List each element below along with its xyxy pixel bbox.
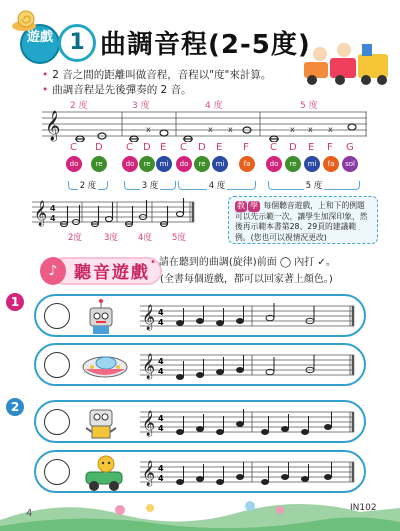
example-label-4: 4度 bbox=[138, 233, 152, 243]
letter: C bbox=[180, 142, 187, 153]
page-title: 曲調音程(2-5度) bbox=[100, 30, 311, 60]
landscape-decoration bbox=[0, 490, 400, 531]
answer-row bbox=[34, 294, 366, 337]
solfege-sol: sol bbox=[342, 156, 358, 172]
page-number: 4 bbox=[26, 508, 33, 519]
answer-checkbox[interactable] bbox=[44, 352, 70, 378]
solfege-do: do bbox=[266, 156, 282, 172]
snail-icon bbox=[10, 8, 40, 32]
letter: C bbox=[126, 142, 133, 153]
solfege-fa: fa bbox=[323, 156, 339, 172]
svg-text:x: x bbox=[208, 125, 213, 134]
span-5: 5 度 bbox=[268, 181, 360, 190]
solfege-re: re bbox=[91, 156, 107, 172]
intro-line-1: • 2 音之間的距離叫做音程，音程以"度"來計算。 bbox=[42, 67, 271, 82]
answer-checkbox[interactable] bbox=[44, 459, 70, 485]
answer-row bbox=[34, 450, 366, 493]
svg-text:4: 4 bbox=[158, 357, 164, 366]
melody-staff bbox=[140, 300, 360, 334]
svg-text:x: x bbox=[290, 125, 295, 134]
answer-checkbox[interactable] bbox=[44, 303, 70, 329]
teaching-note bbox=[228, 196, 378, 244]
letter: D bbox=[95, 142, 103, 153]
solfege-mi: mi bbox=[156, 156, 172, 172]
melody-staff bbox=[140, 456, 360, 490]
span-3: 3 度 bbox=[124, 181, 176, 190]
svg-text:𝄞: 𝄞 bbox=[142, 354, 156, 379]
robot-icon bbox=[80, 404, 122, 442]
letter: C bbox=[270, 142, 277, 153]
svg-text:𝄞: 𝄞 bbox=[142, 305, 156, 330]
letter: C bbox=[70, 142, 77, 153]
example-label-5: 5度 bbox=[172, 233, 186, 243]
solfege-mi: mi bbox=[304, 156, 320, 172]
robot-icon bbox=[80, 298, 122, 336]
letter: E bbox=[160, 142, 167, 153]
svg-text:x: x bbox=[328, 125, 333, 134]
svg-text:4: 4 bbox=[158, 367, 164, 376]
svg-text:4: 4 bbox=[158, 414, 164, 423]
svg-text:𝄞: 𝄞 bbox=[34, 201, 48, 226]
svg-text:x: x bbox=[146, 125, 151, 134]
solfege-re: re bbox=[139, 156, 155, 172]
interval-head-2: 2 度 bbox=[70, 101, 88, 111]
interval-head-4: 4 度 bbox=[205, 101, 223, 111]
svg-text:𝄞: 𝄞 bbox=[142, 411, 156, 436]
solfege-do: do bbox=[176, 156, 192, 172]
svg-text:4: 4 bbox=[158, 308, 164, 317]
book-code: IN102 bbox=[350, 503, 377, 513]
instruction-line-2: (全書每個遊戲，都可以回家著上顏色。) bbox=[160, 274, 333, 285]
letter: F bbox=[327, 142, 333, 153]
interval-head-3: 3 度 bbox=[132, 101, 150, 111]
letter: E bbox=[308, 142, 315, 153]
melody-staff bbox=[140, 349, 360, 383]
toy-car-icon bbox=[80, 454, 130, 492]
game-badge-text: 遊戲 bbox=[26, 30, 53, 45]
span-4: 4 度 bbox=[178, 181, 256, 190]
svg-text:𝄞: 𝄞 bbox=[45, 111, 61, 141]
melody-staff bbox=[140, 406, 360, 440]
intro-line-2: • 曲調音程是先後彈奏的 2 音。 bbox=[42, 82, 192, 97]
example-label-2: 2度 bbox=[68, 233, 82, 243]
instruction-line-1: • 請在聽到的曲調(旋律)前面 ◯ 內打 ✓。 bbox=[150, 256, 336, 270]
teaching-note-text: 每個聽音遊戲，上和下的例題可以先示範一次，讓學生加深印象，然後再示範本書第28、29頁的建議範例。(您也可以視情況更改) bbox=[235, 201, 368, 242]
solfege-do: do bbox=[66, 156, 82, 172]
svg-text:x: x bbox=[308, 125, 313, 134]
music-note-icon: ♪ bbox=[40, 257, 66, 285]
section-number-1: 1 bbox=[6, 293, 24, 311]
listen-game-title: 聽音遊戲 bbox=[50, 257, 162, 285]
interval-head-5: 5 度 bbox=[300, 101, 318, 111]
svg-text:4: 4 bbox=[158, 474, 164, 483]
spaceship-icon bbox=[80, 349, 130, 383]
answer-row bbox=[34, 400, 366, 443]
teaching-tag: 學 bbox=[250, 201, 258, 210]
answer-checkbox[interactable] bbox=[44, 409, 70, 435]
svg-text:𝄞: 𝄞 bbox=[142, 461, 156, 486]
svg-text:4: 4 bbox=[158, 464, 164, 473]
svg-text:4: 4 bbox=[50, 204, 56, 213]
solfege-fa: fa bbox=[239, 156, 255, 172]
answer-row bbox=[34, 343, 366, 386]
span-2: 2 度 bbox=[68, 181, 108, 190]
svg-text:4: 4 bbox=[158, 318, 164, 327]
svg-text:4: 4 bbox=[158, 424, 164, 433]
solfege-re: re bbox=[285, 156, 301, 172]
solfege-re: re bbox=[194, 156, 210, 172]
solfege-do: do bbox=[122, 156, 138, 172]
svg-text:4: 4 bbox=[50, 214, 56, 223]
letter: D bbox=[143, 142, 151, 153]
letter: D bbox=[198, 142, 206, 153]
letter: F bbox=[243, 142, 249, 153]
letter: E bbox=[216, 142, 223, 153]
game-number: 1 bbox=[58, 24, 96, 62]
example-staff bbox=[32, 196, 202, 230]
letter: G bbox=[346, 142, 354, 153]
solfege-mi: mi bbox=[212, 156, 228, 172]
letter: D bbox=[289, 142, 297, 153]
interval-staff bbox=[42, 108, 372, 142]
svg-text:x: x bbox=[228, 125, 233, 134]
toy-train-icon bbox=[300, 40, 395, 90]
teaching-tag: 教 bbox=[237, 201, 245, 210]
example-label-3: 3度 bbox=[104, 233, 118, 243]
section-number-2: 2 bbox=[6, 398, 24, 416]
